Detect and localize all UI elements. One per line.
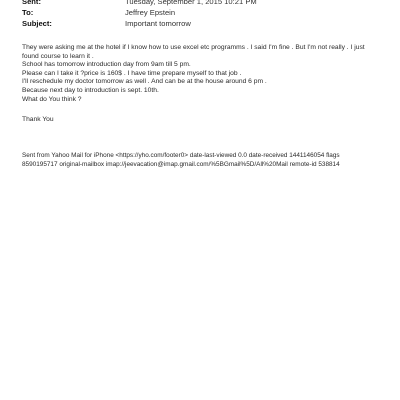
email-header-block (22, 0, 382, 29)
body-line: They were asking me at the hotel if I know how to use excel etc programms . I said I'm fine . But I'm not really . I just (22, 44, 365, 51)
email-body (22, 44, 382, 125)
body-line: Please can I take it ?price is 160$ . I have time prepare myself to that job . (22, 69, 242, 77)
footer-line: 8590195717 original-mailbox imap://jeevacation@imap.gmail.com/%5BGmail%5D/All%20Mail remote-id 538814 (22, 160, 340, 168)
footer-line: Sent from Yahoo Mail for iPhone <https://yho.com/footer0> date-last-viewed 0.0 date-received 1441146054 flags (22, 152, 340, 159)
body-line: found course to learn it . (22, 52, 94, 60)
header-row-subject (22, 18, 382, 29)
header-label-subject: Subject: (22, 19, 52, 28)
body-line: I'll reschedule my doctor tomorrow as well . And can be at the house around 6 pm . (22, 78, 267, 86)
body-signoff: Thank You (22, 116, 54, 124)
header-value-to: Jeffrey Epstein (125, 8, 176, 17)
paragraph-spacer (22, 104, 382, 116)
body-line: Because next day to introduction is sept. 10th. (22, 86, 159, 94)
header-value-sent: Tuesday, September 1, 2015 10:21 PM (125, 0, 257, 6)
body-line: What do You think ? (22, 95, 82, 103)
body-line: School has tomorrow introduction day from 9am till 5 pm. (22, 61, 191, 69)
header-label-to: To: (22, 8, 34, 17)
email-footer-metadata (22, 152, 382, 169)
header-row-to (22, 7, 382, 18)
header-value-subject: Important tomorrow (125, 19, 191, 28)
header-label-sent: Sent: (22, 0, 41, 6)
header-row-sent (22, 0, 382, 7)
